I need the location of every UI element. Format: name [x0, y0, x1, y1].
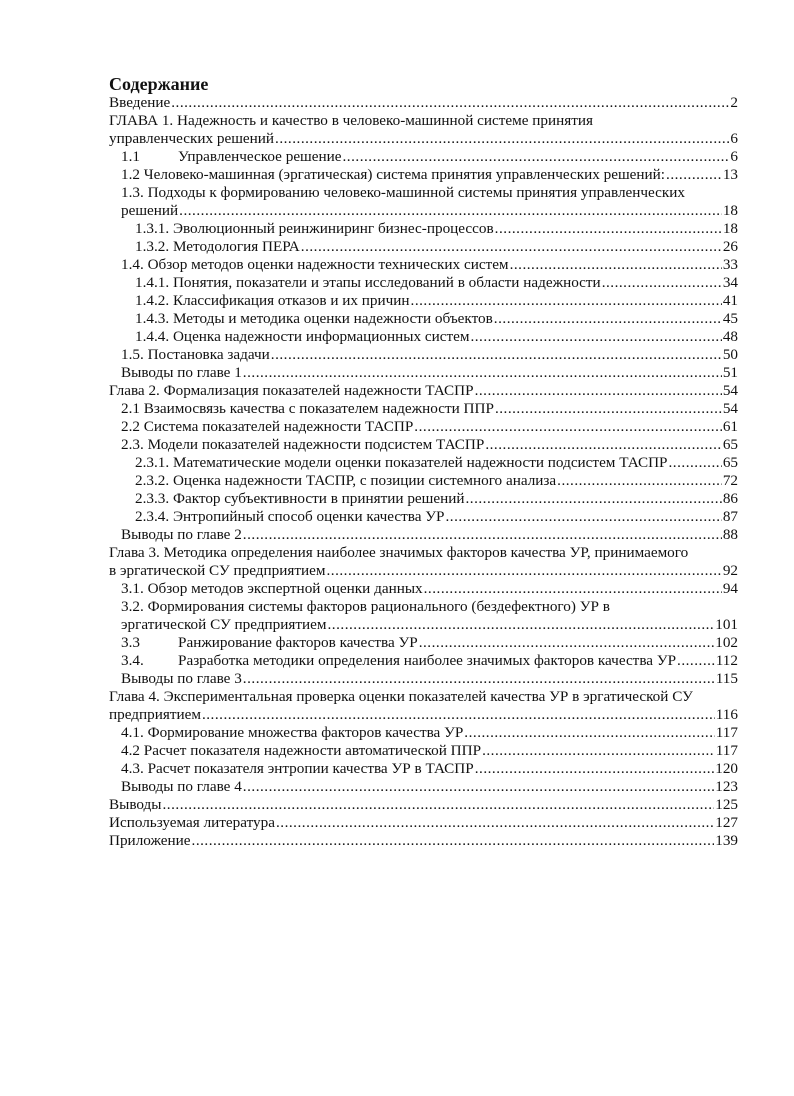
toc-entry	[109, 742, 738, 760]
dot-leader	[485, 436, 721, 454]
dot-leader	[171, 94, 729, 112]
toc-entry	[109, 436, 738, 454]
dot-leader	[179, 202, 722, 220]
toc-entry-line	[109, 616, 738, 634]
toc-entry-page: 117	[715, 724, 738, 741]
dot-leader	[243, 364, 722, 382]
toc-entry-title: 1.4.1. Понятия, показатели и этапы исследований в области надежности	[135, 274, 601, 291]
toc-entry-page: 101	[715, 616, 738, 633]
dot-leader	[475, 382, 722, 400]
dot-leader	[276, 814, 714, 832]
toc-entry	[109, 148, 738, 166]
toc-entry-line	[109, 238, 738, 256]
toc-entry-page: 127	[715, 814, 738, 831]
toc-entry-title: 1.2 Человеко-машинная (эргатическая) система принятия управленческих решений:	[121, 166, 666, 183]
toc-entry	[109, 238, 738, 256]
toc-entry-title: 1.4.2. Классификация отказов и их причин	[135, 292, 410, 309]
toc-entry-title: эргатической СУ предприятием	[121, 616, 327, 633]
toc-entry-title-start: 3.2. Формирования системы факторов рационального (бездефектного) УР в	[121, 598, 610, 615]
toc-entry	[109, 166, 738, 184]
toc-entry-line	[109, 742, 738, 760]
toc-entry-title: Выводы по главе 4	[121, 778, 242, 795]
dot-leader	[243, 526, 722, 544]
toc-entry	[109, 292, 738, 310]
toc-entry-page: 34	[722, 274, 738, 291]
toc-entry-title: 1.5. Постановка задачи	[121, 346, 270, 363]
toc-entries	[109, 94, 738, 850]
toc-entry-page: 33	[722, 256, 738, 273]
dot-leader	[495, 220, 722, 238]
toc-entry-title: в эргатической СУ предприятием	[109, 562, 326, 579]
dot-leader	[419, 634, 715, 652]
toc-entry	[109, 634, 738, 652]
toc-entry-page: 115	[715, 670, 738, 687]
toc-entry-page: 26	[722, 238, 738, 255]
toc-entry-page: 65	[722, 436, 738, 453]
table-of-contents	[109, 74, 738, 850]
toc-entry-line	[109, 130, 738, 148]
toc-entry-title: 1.3.2. Методология ПЕРА	[135, 238, 300, 255]
toc-entry-line	[109, 796, 738, 814]
toc-entry-title-start: Глава 4. Экспериментальная проверка оценки показателей качества УР в эргатической СУ	[109, 688, 693, 705]
toc-entry-line	[109, 310, 738, 328]
dot-leader	[202, 706, 715, 724]
toc-entry-title-start: ГЛАВА 1. Надежность и качество в человеко-машинной системе принятия	[109, 112, 593, 129]
toc-entry-title: 4.3. Расчет показателя энтропии качества УР в ТАСПР	[121, 760, 474, 777]
toc-entry-line	[109, 184, 738, 202]
dot-leader	[411, 292, 722, 310]
toc-entry-title: 3.1. Обзор методов экспертной оценки данных	[121, 580, 423, 597]
toc-entry-title-start: 1.3. Подходы к формированию человеко-машинной системы принятия управленческих	[121, 184, 685, 201]
toc-entry-number: 1.1	[121, 148, 140, 165]
dot-leader	[424, 580, 722, 598]
dot-leader	[414, 418, 722, 436]
toc-title: Содержание	[109, 74, 209, 94]
dot-leader	[557, 472, 722, 490]
toc-entry-page: 88	[722, 526, 738, 543]
toc-entry-line	[109, 166, 738, 184]
toc-entry-page: 50	[722, 346, 738, 363]
toc-entry	[109, 652, 738, 670]
toc-entry-title: 1.3.1. Эволюционный реинжиниринг бизнес-процессов	[135, 220, 494, 237]
toc-entry-page: 13	[722, 166, 738, 183]
toc-entry-page: 102	[715, 634, 738, 651]
toc-entry	[109, 274, 738, 292]
toc-entry	[109, 526, 738, 544]
toc-entry-line	[109, 634, 738, 652]
toc-entry-title: 1.4.4. Оценка надежности информационных систем	[135, 328, 470, 345]
toc-entry-title: Разработка методики определения наиболее значимых факторов качества УР	[178, 652, 677, 669]
toc-entry-title: 2.3.2. Оценка надежности ТАСПР, с позиции системного анализа	[135, 472, 557, 489]
toc-entry-line	[109, 778, 738, 796]
dot-leader	[666, 166, 722, 184]
toc-entry-line	[109, 508, 738, 526]
toc-entry-line	[109, 688, 738, 706]
toc-entry-page: 41	[722, 292, 738, 309]
dot-leader	[677, 652, 715, 670]
toc-entry	[109, 814, 738, 832]
toc-entry-page: 92	[722, 562, 738, 579]
dot-leader	[326, 562, 721, 580]
dot-leader	[192, 832, 715, 850]
toc-entry-line	[109, 598, 738, 616]
toc-entry-line	[109, 814, 738, 832]
toc-entry-line	[109, 832, 738, 850]
toc-entry-line	[109, 652, 738, 670]
toc-entry-line	[109, 436, 738, 454]
toc-entry-page: 123	[715, 778, 738, 795]
toc-entry-line	[109, 472, 738, 490]
toc-entry	[109, 400, 738, 418]
toc-entry	[109, 310, 738, 328]
toc-entry-page: 112	[715, 652, 738, 669]
toc-entry-line	[109, 454, 738, 472]
toc-entry	[109, 778, 738, 796]
toc-entry-page: 54	[722, 382, 738, 399]
dot-leader	[494, 310, 722, 328]
toc-entry-title: предприятием	[109, 706, 201, 723]
toc-entry-line	[109, 292, 738, 310]
toc-entry-line	[109, 346, 738, 364]
toc-entry	[109, 580, 738, 598]
dot-leader	[475, 760, 715, 778]
toc-entry	[109, 508, 738, 526]
toc-entry-page: 125	[715, 796, 738, 813]
toc-entry-page: 54	[722, 400, 738, 417]
toc-entry	[109, 724, 738, 742]
toc-entry	[109, 490, 738, 508]
toc-entry-page: 117	[715, 742, 738, 759]
toc-entry-page: 86	[722, 490, 738, 507]
toc-entry	[109, 598, 738, 634]
toc-entry	[109, 688, 738, 724]
toc-entry-title: 2.2 Система показателей надежности ТАСПР	[121, 418, 414, 435]
toc-entry-line	[109, 400, 738, 418]
dot-leader	[669, 454, 722, 472]
toc-entry-title: 2.3.1. Математические модели оценки показателей надежности подсистем ТАСПР	[135, 454, 668, 471]
toc-entry-page: 2	[730, 94, 738, 111]
toc-entry-page: 18	[722, 202, 738, 219]
toc-entry-page: 48	[722, 328, 738, 345]
toc-entry-line	[109, 328, 738, 346]
toc-entry	[109, 796, 738, 814]
toc-entry-page: 87	[722, 508, 738, 525]
toc-entry-line	[109, 148, 738, 166]
dot-leader	[446, 508, 722, 526]
toc-entry	[109, 472, 738, 490]
toc-entry	[109, 418, 738, 436]
toc-entry-title: 1.4.3. Методы и методика оценки надежности объектов	[135, 310, 493, 327]
toc-entry-line	[109, 220, 738, 238]
toc-entry-line	[109, 418, 738, 436]
toc-entry-page: 94	[722, 580, 738, 597]
toc-entry-title: Используемая литература	[109, 814, 275, 831]
toc-entry-title: 2.3.3. Фактор субъективности в принятии решений	[135, 490, 465, 507]
dot-leader	[482, 742, 715, 760]
toc-entry	[109, 364, 738, 382]
dot-leader	[271, 346, 722, 364]
toc-entry-title: Выводы по главе 2	[121, 526, 242, 543]
toc-entry-title: 2.3. Модели показателей надежности подсистем ТАСПР	[121, 436, 485, 453]
dot-leader	[343, 148, 730, 166]
toc-entry-title: Глава 2. Формализация показателей надежности ТАСПР	[109, 382, 474, 399]
toc-entry	[109, 184, 738, 220]
toc-entry-number: 3.4.	[121, 652, 144, 669]
toc-entry-page: 116	[715, 706, 738, 723]
toc-entry-page: 6	[730, 130, 738, 147]
dot-leader	[301, 238, 722, 256]
toc-entry-page: 72	[722, 472, 738, 489]
toc-entry	[109, 220, 738, 238]
toc-entry-title: 4.1. Формирование множества факторов качества УР	[121, 724, 464, 741]
toc-entry-line	[109, 526, 738, 544]
toc-entry-title-start: Глава 3. Методика определения наиболее значимых факторов качества УР, принимаемого	[109, 544, 689, 561]
dot-leader	[602, 274, 722, 292]
dot-leader	[243, 778, 714, 796]
toc-entry-line	[109, 724, 738, 742]
toc-entry	[109, 382, 738, 400]
toc-entry-line	[109, 562, 738, 580]
toc-entry-line	[109, 760, 738, 778]
dot-leader	[243, 670, 715, 688]
dot-leader	[464, 724, 714, 742]
toc-entry-page: 120	[715, 760, 738, 777]
toc-entry-title: Управленческое решение	[178, 148, 342, 165]
dot-leader	[510, 256, 722, 274]
toc-entry-title: 2.3.4. Энтропийный способ оценки качества УР	[135, 508, 445, 525]
toc-entry-title: Выводы по главе 3	[121, 670, 242, 687]
toc-entry-title: Введение	[109, 94, 171, 111]
toc-entry	[109, 832, 738, 850]
dot-leader	[495, 400, 722, 418]
toc-entry-line	[109, 274, 738, 292]
dot-leader	[275, 130, 729, 148]
toc-entry	[109, 94, 738, 112]
toc-entry-title: Выводы по главе 1	[121, 364, 242, 381]
dot-leader	[465, 490, 721, 508]
toc-entry-title: 4.2 Расчет показателя надежности автоматической ППР	[121, 742, 482, 759]
dot-leader	[470, 328, 721, 346]
toc-entry-line	[109, 670, 738, 688]
toc-entry	[109, 256, 738, 274]
toc-entry-line	[109, 580, 738, 598]
toc-entry-title: управленческих решений	[109, 130, 275, 147]
toc-entry-line	[109, 490, 738, 508]
toc-entry-page: 65	[722, 454, 738, 471]
toc-entry-title: Выводы	[109, 796, 162, 813]
toc-entry	[109, 670, 738, 688]
toc-entry-title: Приложение	[109, 832, 191, 849]
toc-entry-line	[109, 364, 738, 382]
toc-entry-page: 18	[722, 220, 738, 237]
toc-entry-title: 2.1 Взаимосвязь качества с показателем надежности ППР	[121, 400, 494, 417]
toc-entry-page: 51	[722, 364, 738, 381]
toc-entry	[109, 544, 738, 580]
toc-entry-line	[109, 94, 738, 112]
toc-entry-line	[109, 112, 738, 130]
toc-entry	[109, 328, 738, 346]
toc-entry-line	[109, 256, 738, 274]
dot-leader	[328, 616, 715, 634]
toc-entry-number: 3.3	[121, 634, 140, 651]
toc-entry-line	[109, 202, 738, 220]
toc-entry	[109, 760, 738, 778]
toc-entry-page: 45	[722, 310, 738, 327]
toc-entry-title: 1.4. Обзор методов оценки надежности технических систем	[121, 256, 509, 273]
toc-entry	[109, 112, 738, 148]
toc-entry-title: решений	[121, 202, 179, 219]
dot-leader	[163, 796, 715, 814]
toc-entry	[109, 346, 738, 364]
toc-entry-page: 139	[715, 832, 738, 849]
toc-entry-page: 61	[722, 418, 738, 435]
toc-entry	[109, 454, 738, 472]
toc-entry-line	[109, 544, 738, 562]
toc-entry-line	[109, 382, 738, 400]
toc-entry-title: Ранжирование факторов качества УР	[178, 634, 418, 651]
toc-entry-page: 6	[730, 148, 738, 165]
toc-entry-line	[109, 706, 738, 724]
